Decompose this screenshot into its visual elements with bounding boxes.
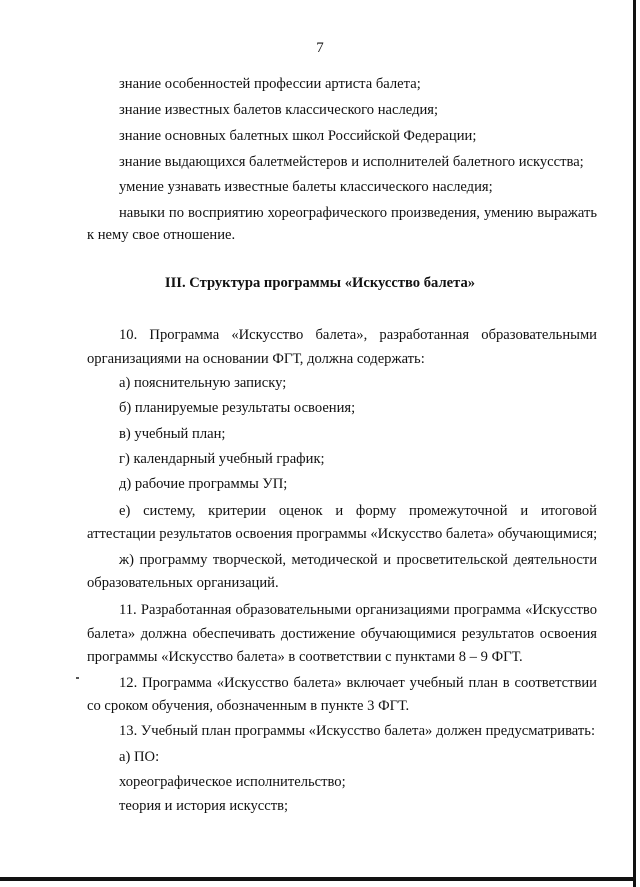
list-item: в) учебный план; [119, 426, 226, 442]
list-item: теория и история искусств; [119, 798, 289, 814]
paragraph-line: организациями на основании ФГТ, должна содержать: [87, 351, 425, 367]
text-line: умение узнавать известные балеты классического наследия; [119, 179, 493, 195]
section-heading: III. Структура программы «Искусство балета» [164, 275, 476, 291]
text-line: знание основных балетных школ Российской Федерации; [119, 128, 477, 144]
list-item: а) ПО: [119, 749, 160, 765]
list-item: е) систему, критерии оценок и форму промежуточной и итоговой [119, 503, 597, 519]
paragraph-line: со сроком обучения, обозначенным в пункте 3 ФГТ. [87, 698, 410, 714]
text-line: знание особенностей профессии артиста балета; [119, 76, 421, 92]
list-item: хореографическое исполнительство; [119, 774, 346, 790]
paragraph-line: 12. Программа «Искусство балета» включает учебный план в соответствии [119, 675, 597, 691]
list-item: образовательных организаций. [87, 575, 279, 591]
page-edge-bottom [0, 877, 636, 881]
page-edge-right [633, 0, 636, 887]
paragraph-line: 10. Программа «Искусство балета», разработанная образовательными [119, 327, 597, 343]
list-item: б) планируемые результаты освоения; [119, 400, 356, 416]
page-number: 7 [316, 40, 324, 56]
paragraph-line: программы «Искусство балета» в соответствии с пунктами 8 – 9 ФГТ. [87, 649, 523, 665]
text-line: к нему свое отношение. [87, 227, 236, 243]
paragraph-line: балета» должна обеспечивать достижение обучающимися результатов освоения [87, 626, 597, 642]
text-line: навыки по восприятию хореографического произведения, умению выражать [119, 205, 597, 221]
paragraph-line: 13. Учебный план программы «Искусство балета» должен предусматривать: [119, 723, 595, 739]
list-item: д) рабочие программы УП; [119, 476, 288, 492]
text-line: знание известных балетов классического наследия; [119, 102, 439, 118]
paragraph-line: 11. Разработанная образовательными организациями программа «Искусство [119, 602, 597, 618]
list-item: ж) программу творческой, методической и просветительской деятельности [119, 552, 597, 568]
scan-speck [76, 677, 79, 679]
list-item: а) пояснительную записку; [119, 375, 287, 391]
list-item: г) календарный учебный график; [119, 451, 325, 467]
list-item: аттестации результатов освоения программы «Искусство балета» обучающимися; [87, 526, 598, 542]
text-line: знание выдающихся балетмейстеров и исполнителей балетного искусства; [119, 154, 584, 170]
